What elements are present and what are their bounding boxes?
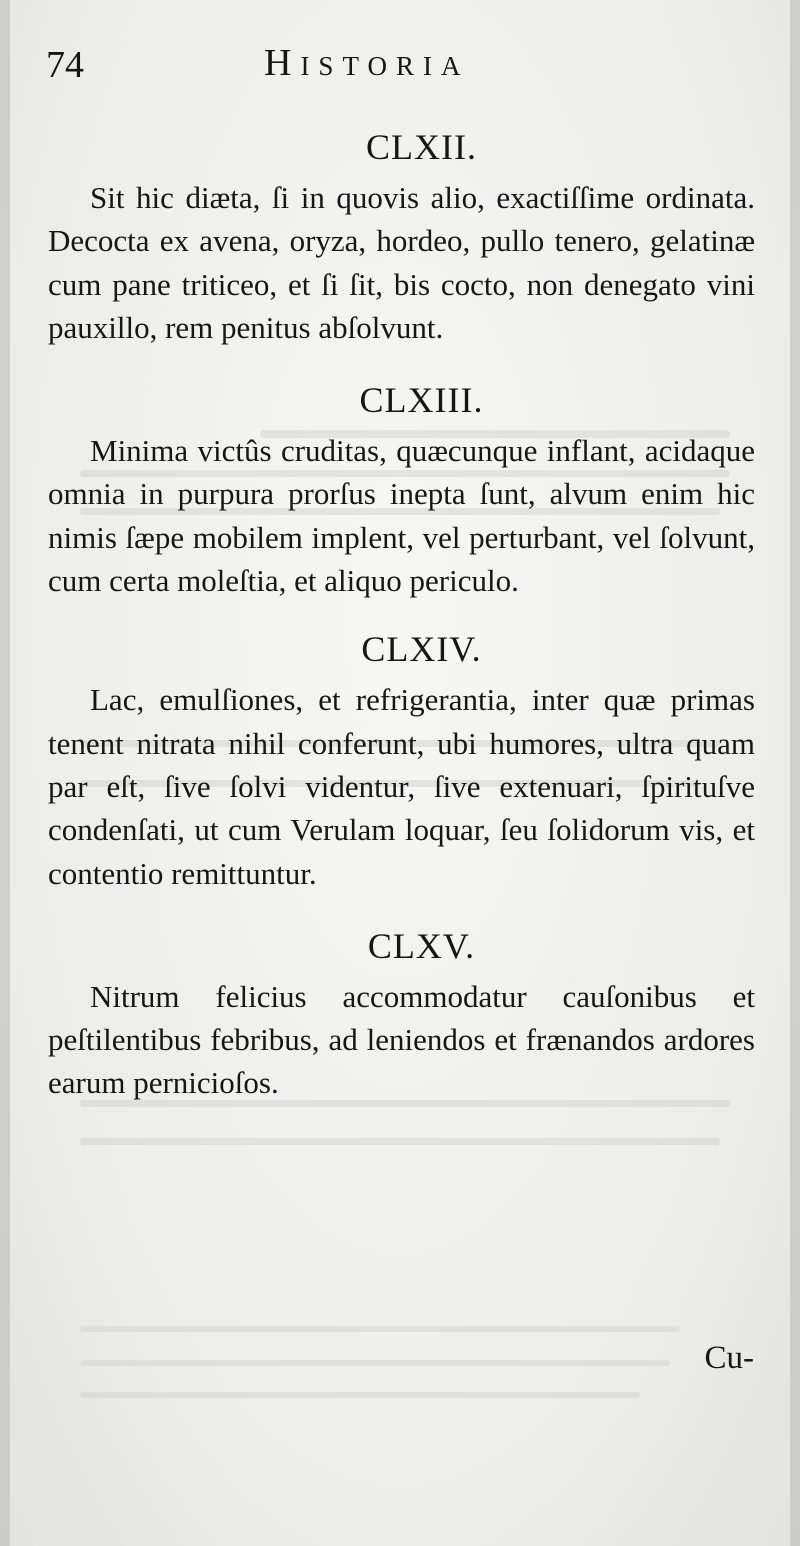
section-clxiv xyxy=(48,620,755,894)
section-clxv xyxy=(48,917,755,1105)
page-body xyxy=(48,118,755,1105)
section-paragraph: Nitrum felicius accommodatur cauſonibus et peſtilentibus febribus, ad leniendos et frænandos ardores earum pernicioſos. xyxy=(48,978,755,1101)
section-clxii xyxy=(48,118,755,349)
section-title: CLXIV. xyxy=(361,629,482,670)
section-paragraph: Minima victûs cruditas, quæcunque inflant, acidaque omnia in purpura prorſus inepta ſunt, alvum enim hic nimis ſæpe mobilem implent, vel perturbant, vel ſolvunt, cum certa moleſtia, et aliquo periculo. xyxy=(48,433,755,599)
section-paragraph: Lac, emulſiones, et refrigerantia, inter quæ primas tenent nitrata nihil conferunt, ubi humores, ultra quam par eſt, ſive ſolvi videntur, ſive extenuari, ſpirituſve condenſati, ut cum Verulam loquar, ſeu ſolidorum vis, et contentio remittuntur. xyxy=(48,682,755,891)
section-clxiii xyxy=(48,371,755,602)
section-title: CLXIII. xyxy=(359,380,484,421)
page-header xyxy=(46,38,756,98)
catchword: Cu- xyxy=(704,1340,754,1376)
section-title: CLXV. xyxy=(367,925,476,966)
running-head: Historia xyxy=(264,42,470,84)
section-title: CLXII. xyxy=(366,127,477,167)
section-paragraph: Sit hic diæta, ſi in quovis alio, exactiſſime ordinata. Decocta ex avena, oryza, hordeo, pullo tenero, gelatinæ cum pane triticeo, et ſi ſit, bis cocto, non denegato vini pauxillo, rem penitus abſolvunt. xyxy=(48,180,755,345)
page-number: 74 xyxy=(46,44,84,86)
